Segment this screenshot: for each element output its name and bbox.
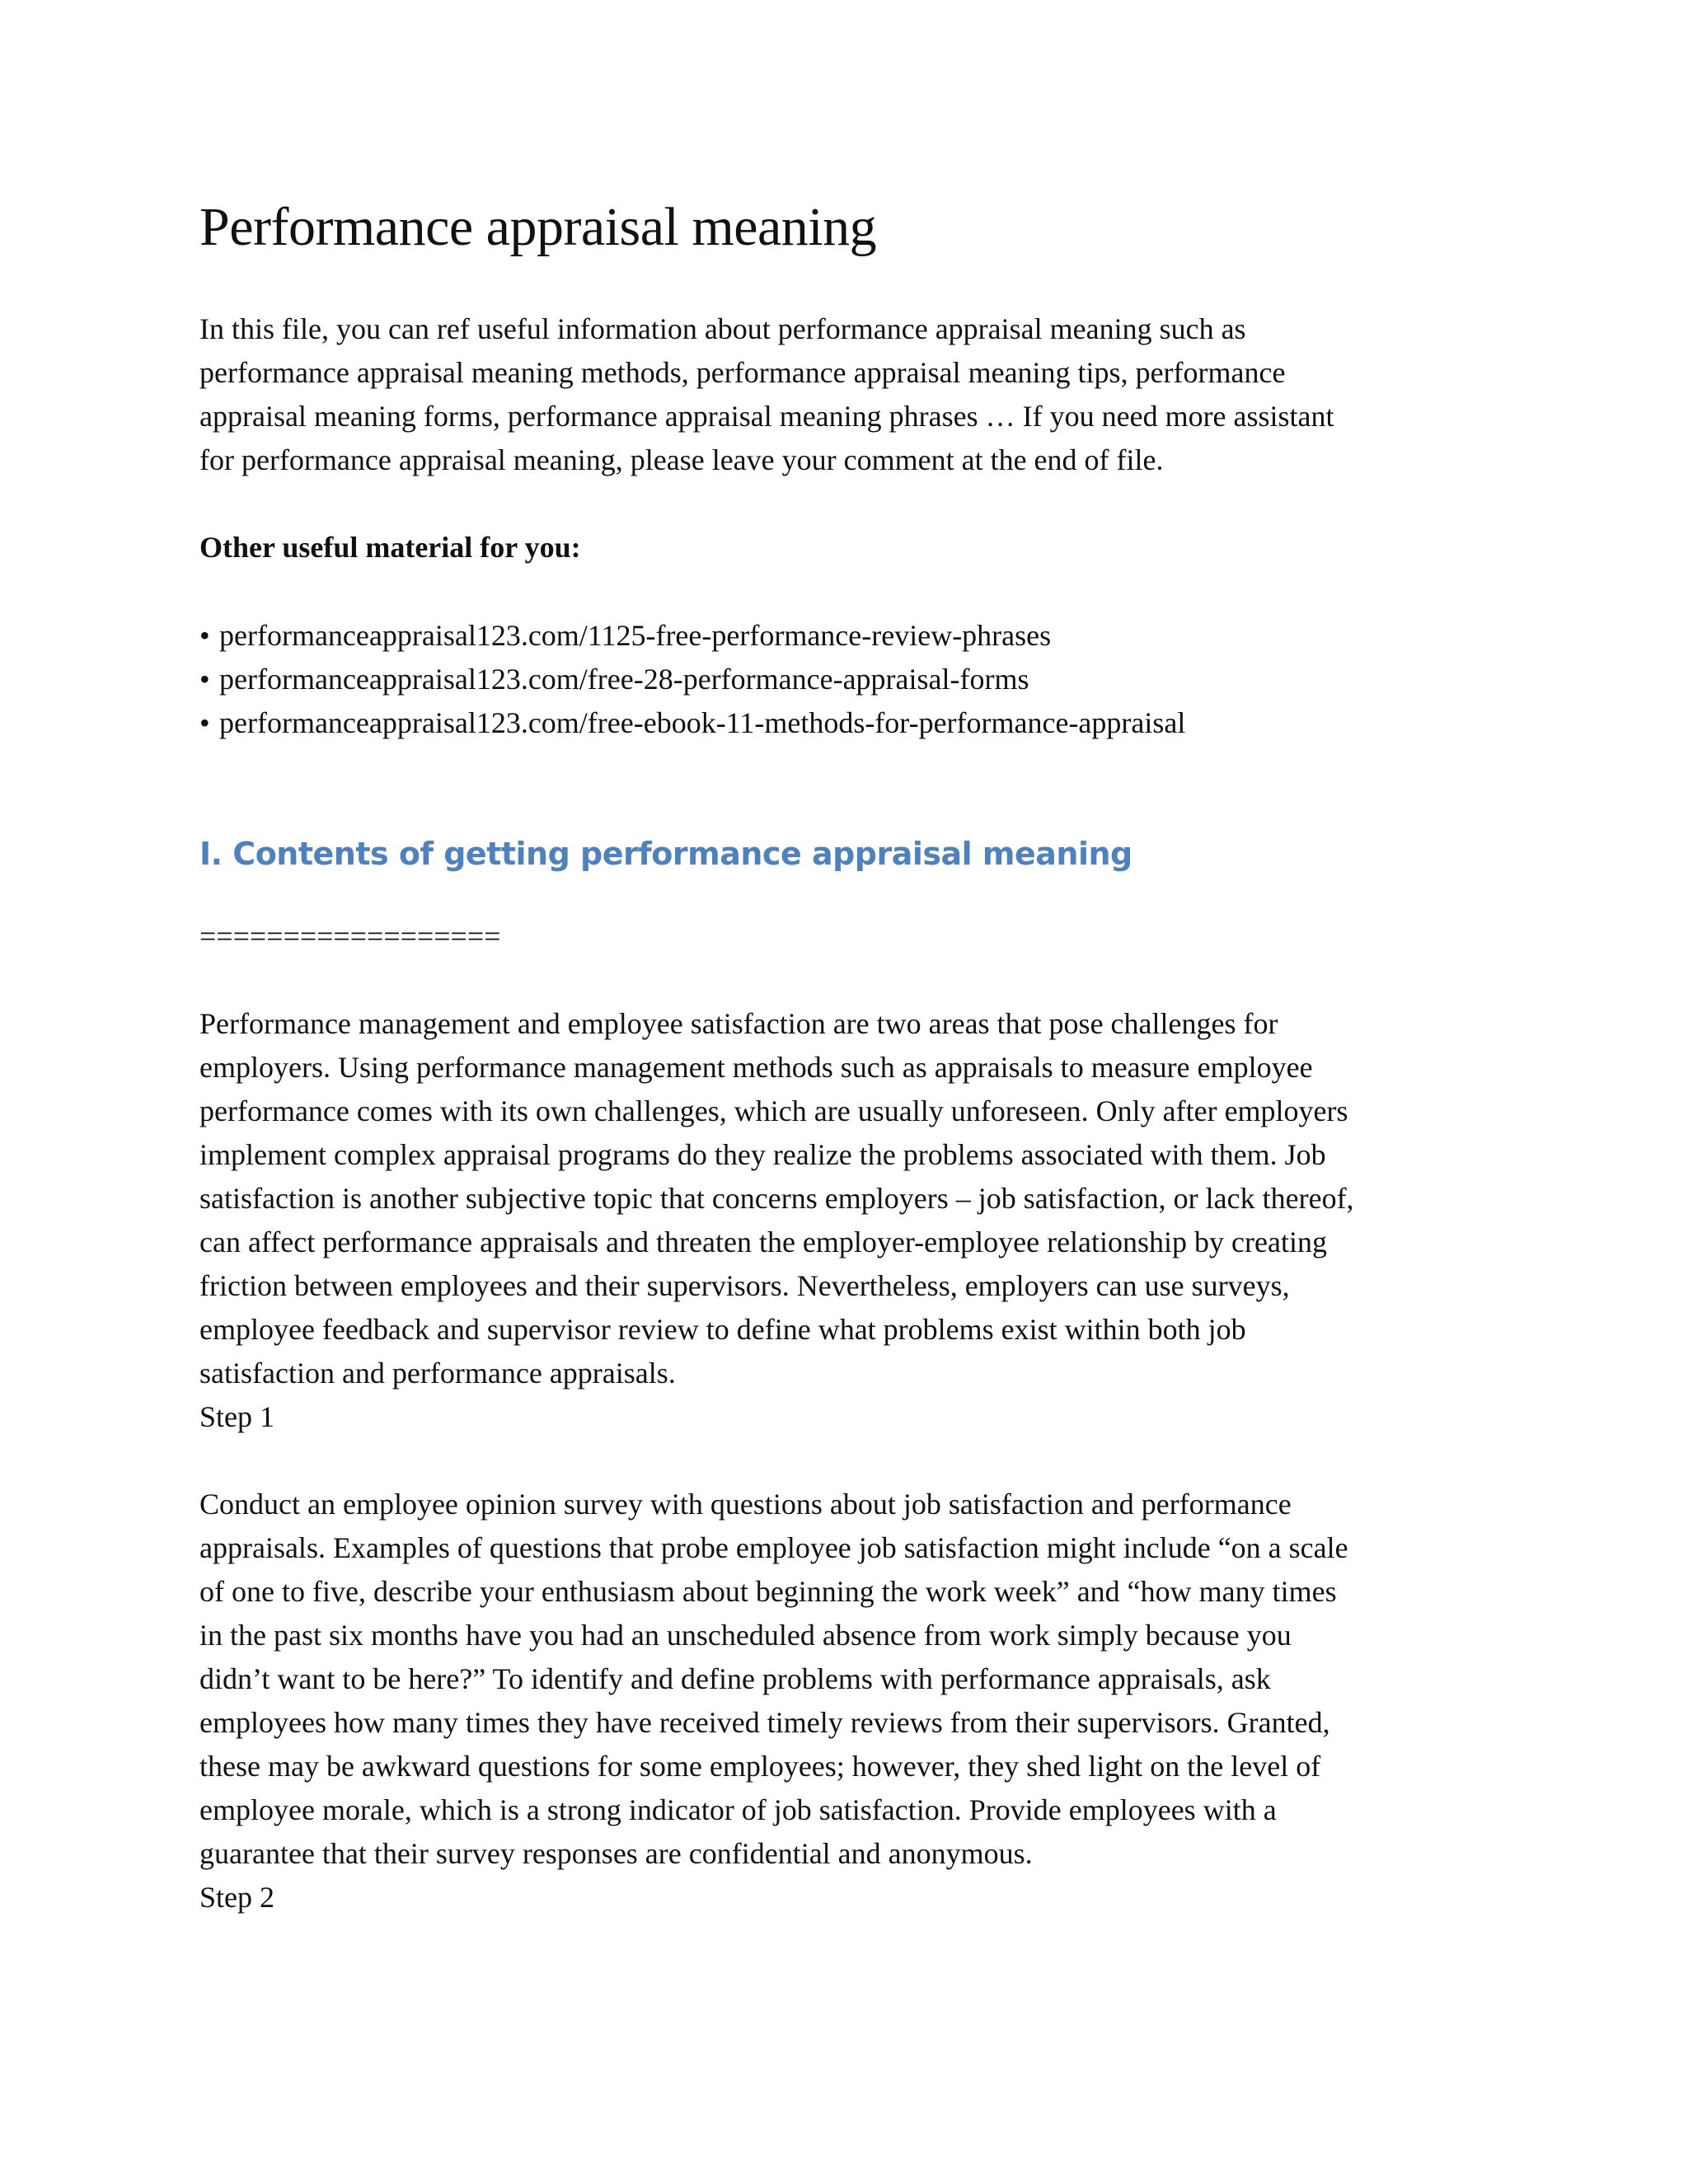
body-line: satisfaction is another subjective topic that concerns employers – job satisfaction, or lack thereof, — [199, 1182, 1354, 1215]
body-paragraph — [199, 1002, 1493, 1395]
intro-line: In this file, you can ref useful information about performance appraisal meaning such as — [199, 312, 1246, 345]
body-line: implement complex appraisal programs do they realize the problems associated with them. Job — [199, 1138, 1326, 1171]
body-line: guarantee that their survey responses are confidential and anonymous. — [199, 1837, 1033, 1870]
body-line: Conduct an employee opinion survey with questions about job satisfaction and performance — [199, 1488, 1292, 1521]
body-line: employees how many times they have received timely reviews from their supervisors. Granted, — [199, 1706, 1330, 1739]
section-heading: I. Contents of getting performance appraisal meaning — [199, 836, 1132, 872]
intro-line: appraisal meaning forms, performance appraisal meaning phrases … If you need more assistant — [199, 400, 1334, 433]
list-item — [199, 701, 1493, 745]
bullet-icon: • — [199, 706, 210, 739]
step-label: Step 1 — [199, 1400, 275, 1433]
other-material-heading: Other useful material for you: — [199, 531, 581, 564]
body-line: satisfaction and performance appraisals. — [199, 1357, 676, 1390]
body-line: these may be awkward questions for some employees; however, they shed light on the level of — [199, 1750, 1321, 1783]
intro-line: for performance appraisal meaning, please leave your comment at the end of file. — [199, 443, 1164, 476]
bullet-icon: • — [199, 619, 210, 652]
intro-line: performance appraisal meaning methods, performance appraisal meaning tips, performance — [199, 356, 1286, 389]
link-text[interactable]: performanceappraisal123.com/free-ebook-11-methods-for-performance-appraisal — [219, 706, 1186, 739]
body-paragraph — [199, 1483, 1493, 1876]
body-line: performance comes with its own challenges, which are usually unforeseen. Only after employers — [199, 1094, 1348, 1127]
body-line: Performance management and employee satisfaction are two areas that pose challenges for — [199, 1007, 1278, 1040]
body-line: employee feedback and supervisor review to define what problems exist within both job — [199, 1313, 1246, 1346]
body-line: can affect performance appraisals and threaten the employer-employee relationship by creating — [199, 1226, 1327, 1258]
step-label: Step 2 — [199, 1881, 275, 1914]
list-item — [199, 658, 1493, 701]
body-line: didn’t want to be here?” To identify and define problems with performance appraisals, ask — [199, 1662, 1271, 1695]
body-line: of one to five, describe your enthusiasm about beginning the work week” and “how many times — [199, 1575, 1337, 1608]
link-text[interactable]: performanceappraisal123.com/1125-free-performance-review-phrases — [219, 619, 1052, 652]
list-item — [199, 614, 1493, 658]
body-line: employee morale, which is a strong indicator of job satisfaction. Provide employees with a — [199, 1793, 1277, 1826]
document-content — [199, 194, 1493, 1919]
body-line: employers. Using performance management methods such as appraisals to measure employee — [199, 1051, 1313, 1084]
body-line: appraisals. Examples of questions that probe employee job satisfaction might include “on a scale — [199, 1531, 1348, 1564]
link-text[interactable]: performanceappraisal123.com/free-28-performance-appraisal-forms — [219, 663, 1029, 696]
bullet-icon: • — [199, 663, 210, 696]
body-line: in the past six months have you had an unscheduled absence from work simply because you — [199, 1619, 1292, 1652]
intro-paragraph — [199, 307, 1493, 482]
separator-line: ================== — [199, 920, 501, 953]
links-list — [199, 614, 1493, 745]
page-title: Performance appraisal meaning — [199, 197, 877, 257]
body-line: friction between employees and their supervisors. Nevertheless, employers can use surveys, — [199, 1269, 1290, 1302]
